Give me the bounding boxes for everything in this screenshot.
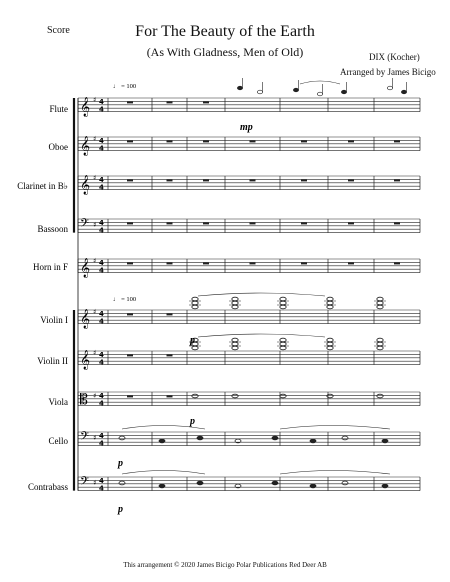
whole-rest bbox=[348, 262, 354, 264]
whole-rest bbox=[203, 262, 209, 264]
whole-rest bbox=[250, 262, 256, 264]
flute-note bbox=[237, 86, 242, 90]
whole-rest bbox=[127, 222, 133, 224]
violin-chord-note bbox=[377, 305, 383, 309]
violin-chord-note bbox=[192, 301, 198, 305]
violin-chord-note bbox=[377, 301, 383, 305]
whole-rest bbox=[127, 395, 133, 397]
time-signature-bottom-violin2: 4 bbox=[99, 358, 104, 367]
violin-chord-note bbox=[280, 338, 286, 342]
low-string-note bbox=[272, 436, 278, 440]
clef-clarinet: 𝄞 bbox=[80, 175, 91, 195]
clef-violin2: 𝄞 bbox=[80, 350, 91, 370]
whole-rest bbox=[127, 354, 133, 356]
violin-chord-note bbox=[377, 297, 383, 301]
violin-chord-note bbox=[327, 297, 333, 301]
whole-rest bbox=[394, 222, 400, 224]
clef-contrabass: 𝄢 bbox=[80, 475, 90, 491]
score-title: For The Beauty of the Earth bbox=[135, 23, 315, 40]
score-subtitle: (As With Gladness, Men of Old) bbox=[146, 45, 304, 59]
violin-chord-note bbox=[192, 305, 198, 309]
instrument-name-oboe: Oboe bbox=[48, 142, 68, 152]
time-signature-top-flute: 4 bbox=[99, 98, 104, 106]
low-string-note bbox=[197, 481, 203, 485]
key-signature-violin1: ♯ bbox=[93, 308, 97, 316]
low-string-note bbox=[272, 481, 278, 485]
violin-chord-note bbox=[232, 305, 238, 309]
key-signature-horn: ♯ bbox=[93, 257, 97, 265]
tempo-mark-winds: ♩ = 100 bbox=[113, 83, 137, 90]
instrument-name-bassoon: Bassoon bbox=[37, 224, 68, 234]
time-signature-bottom-horn: 4 bbox=[99, 266, 104, 275]
time-signature-top-contrabass: 4 bbox=[99, 477, 104, 485]
whole-rest bbox=[348, 140, 354, 142]
instrument-labels bbox=[17, 104, 68, 492]
whole-rest bbox=[167, 140, 173, 142]
violin-chord-note bbox=[232, 301, 238, 305]
key-signature-contrabass: ♯ bbox=[93, 479, 97, 487]
viola-note bbox=[232, 394, 238, 398]
violin-chord-note bbox=[280, 305, 286, 309]
violin-chord-note bbox=[280, 301, 286, 305]
whole-rest bbox=[127, 140, 133, 142]
whole-rest bbox=[127, 179, 133, 181]
whole-rest bbox=[167, 101, 173, 103]
instrument-name-violin2: Violin II bbox=[37, 356, 68, 366]
key-signature-viola: ♯ bbox=[93, 392, 97, 400]
whole-rest bbox=[250, 222, 256, 224]
time-signature-bottom-bassoon: 4 bbox=[99, 226, 104, 235]
low-string-note bbox=[197, 436, 203, 440]
violin-chord-note bbox=[327, 301, 333, 305]
time-signature-bottom-flute: 4 bbox=[99, 105, 104, 114]
low-string-note bbox=[342, 481, 348, 485]
low-string-note bbox=[310, 439, 316, 443]
whole-rest bbox=[127, 262, 133, 264]
tie-violin bbox=[198, 334, 325, 337]
slur-low bbox=[122, 471, 205, 475]
flute-note bbox=[257, 90, 262, 94]
time-signature-top-violin1: 4 bbox=[99, 310, 104, 318]
whole-rest bbox=[301, 179, 307, 181]
violin-chord-note bbox=[327, 346, 333, 350]
arranger-credit: Arranged by James Bicigo bbox=[340, 67, 436, 77]
clef-horn: 𝄞 bbox=[80, 258, 91, 278]
time-signature-top-cello: 4 bbox=[99, 432, 104, 440]
whole-rest bbox=[348, 179, 354, 181]
tempo-mark-strings: ♩ = 100 bbox=[113, 296, 137, 303]
time-signature-bottom-violin1: 4 bbox=[99, 317, 104, 326]
whole-rest bbox=[394, 262, 400, 264]
clef-oboe: 𝄞 bbox=[80, 136, 91, 156]
score-label: Score bbox=[47, 25, 70, 36]
instrument-name-flute: Flute bbox=[49, 104, 68, 114]
low-string-note bbox=[382, 439, 388, 443]
composer-credit: DIX (Kocher) bbox=[369, 52, 420, 62]
clef-viola: 𝄡 bbox=[80, 392, 88, 408]
instrument-name-viola: Viola bbox=[48, 397, 68, 407]
whole-rest bbox=[203, 140, 209, 142]
violin-chord-note bbox=[377, 338, 383, 342]
slur-flute bbox=[300, 81, 340, 84]
key-signature-cello: ♯ bbox=[93, 434, 97, 442]
viola-note bbox=[192, 394, 198, 398]
whole-rest bbox=[203, 222, 209, 224]
whole-rest bbox=[203, 101, 209, 103]
violin-chord-note bbox=[192, 297, 198, 301]
violin-chord-note bbox=[327, 305, 333, 309]
low-string-note bbox=[119, 481, 125, 485]
slur-low bbox=[280, 471, 390, 475]
slur-low bbox=[280, 426, 390, 430]
low-string-note bbox=[159, 439, 165, 443]
flute-note bbox=[341, 90, 346, 94]
staves-layer bbox=[74, 78, 420, 493]
violin-chord-note bbox=[280, 297, 286, 301]
instrument-name-contrabass: Contrabass bbox=[28, 482, 68, 492]
low-string-note bbox=[342, 436, 348, 440]
time-signature-top-violin2: 4 bbox=[99, 351, 104, 359]
whole-rest bbox=[203, 179, 209, 181]
violin-chord-note bbox=[232, 342, 238, 346]
whole-rest bbox=[301, 222, 307, 224]
instrument-name-clarinet: Clarinet in B♭ bbox=[17, 181, 68, 191]
clef-cello: 𝄢 bbox=[80, 430, 90, 446]
flute-note bbox=[293, 88, 298, 92]
low-string-note bbox=[382, 484, 388, 488]
key-signature-flute: ♯ bbox=[93, 96, 97, 104]
instrument-name-horn: Horn in F bbox=[32, 262, 68, 272]
whole-rest bbox=[127, 101, 133, 103]
instrument-name-violin1: Violin I bbox=[40, 315, 68, 325]
dynamic-viola: p bbox=[190, 416, 195, 427]
violin-chord-note bbox=[377, 342, 383, 346]
clef-violin1: 𝄞 bbox=[80, 309, 91, 329]
whole-rest bbox=[394, 140, 400, 142]
flute-note bbox=[387, 86, 392, 90]
whole-rest bbox=[394, 179, 400, 181]
whole-rest bbox=[167, 222, 173, 224]
instrument-name-cello: Cello bbox=[48, 436, 68, 446]
flute-note bbox=[317, 92, 322, 96]
violin-chord-note bbox=[232, 346, 238, 350]
whole-rest bbox=[250, 140, 256, 142]
time-signature-bottom-clarinet: 4 bbox=[99, 183, 104, 192]
whole-rest bbox=[301, 262, 307, 264]
dynamic-contrabass: p bbox=[118, 504, 123, 515]
whole-rest bbox=[167, 313, 173, 315]
key-signature-bassoon: ♯ bbox=[93, 221, 97, 229]
dynamic-flute: mp bbox=[240, 122, 253, 133]
time-signature-top-clarinet: 4 bbox=[99, 176, 104, 184]
violin-chord-note bbox=[280, 346, 286, 350]
time-signature-top-viola: 4 bbox=[99, 392, 104, 400]
violin-chord-note bbox=[192, 346, 198, 350]
dynamic-violin1: p bbox=[190, 335, 195, 346]
flute-note bbox=[401, 90, 406, 94]
key-signature-violin2: ♯ bbox=[93, 349, 97, 357]
key-signature-oboe: ♯ bbox=[93, 135, 97, 143]
low-string-note bbox=[310, 484, 316, 488]
key-signature-clarinet: ♯ bbox=[93, 174, 97, 182]
whole-rest bbox=[301, 140, 307, 142]
violin-chord-note bbox=[280, 342, 286, 346]
time-signature-top-bassoon: 4 bbox=[99, 219, 104, 227]
clef-flute: 𝄞 bbox=[80, 97, 91, 117]
whole-rest bbox=[250, 179, 256, 181]
viola-note bbox=[280, 394, 286, 398]
whole-rest bbox=[167, 262, 173, 264]
tie-violin bbox=[198, 293, 325, 296]
low-string-note bbox=[159, 484, 165, 488]
whole-rest bbox=[167, 354, 173, 356]
dynamic-cello: p bbox=[118, 458, 123, 469]
time-signature-top-horn: 4 bbox=[99, 259, 104, 267]
time-signature-top-oboe: 4 bbox=[99, 137, 104, 145]
viola-note bbox=[377, 394, 383, 398]
whole-rest bbox=[348, 222, 354, 224]
violin-chord-note bbox=[327, 338, 333, 342]
violin-chord-note bbox=[327, 342, 333, 346]
clef-bassoon: 𝄢 bbox=[80, 217, 90, 233]
low-string-note bbox=[119, 436, 125, 440]
time-signature-bottom-contrabass: 4 bbox=[99, 484, 104, 493]
time-signature-bottom-oboe: 4 bbox=[99, 144, 104, 153]
time-signature-bottom-viola: 4 bbox=[99, 399, 104, 408]
whole-rest bbox=[167, 395, 173, 397]
violin-chord-note bbox=[232, 338, 238, 342]
whole-rest bbox=[127, 313, 133, 315]
time-signature-bottom-cello: 4 bbox=[99, 439, 104, 448]
violin-chord-note bbox=[377, 346, 383, 350]
whole-rest bbox=[167, 179, 173, 181]
violin-chord-note bbox=[232, 297, 238, 301]
copyright-footer: This arrangement © 2020 James Bicigo Polar Publications Red Deer AB bbox=[123, 561, 327, 569]
